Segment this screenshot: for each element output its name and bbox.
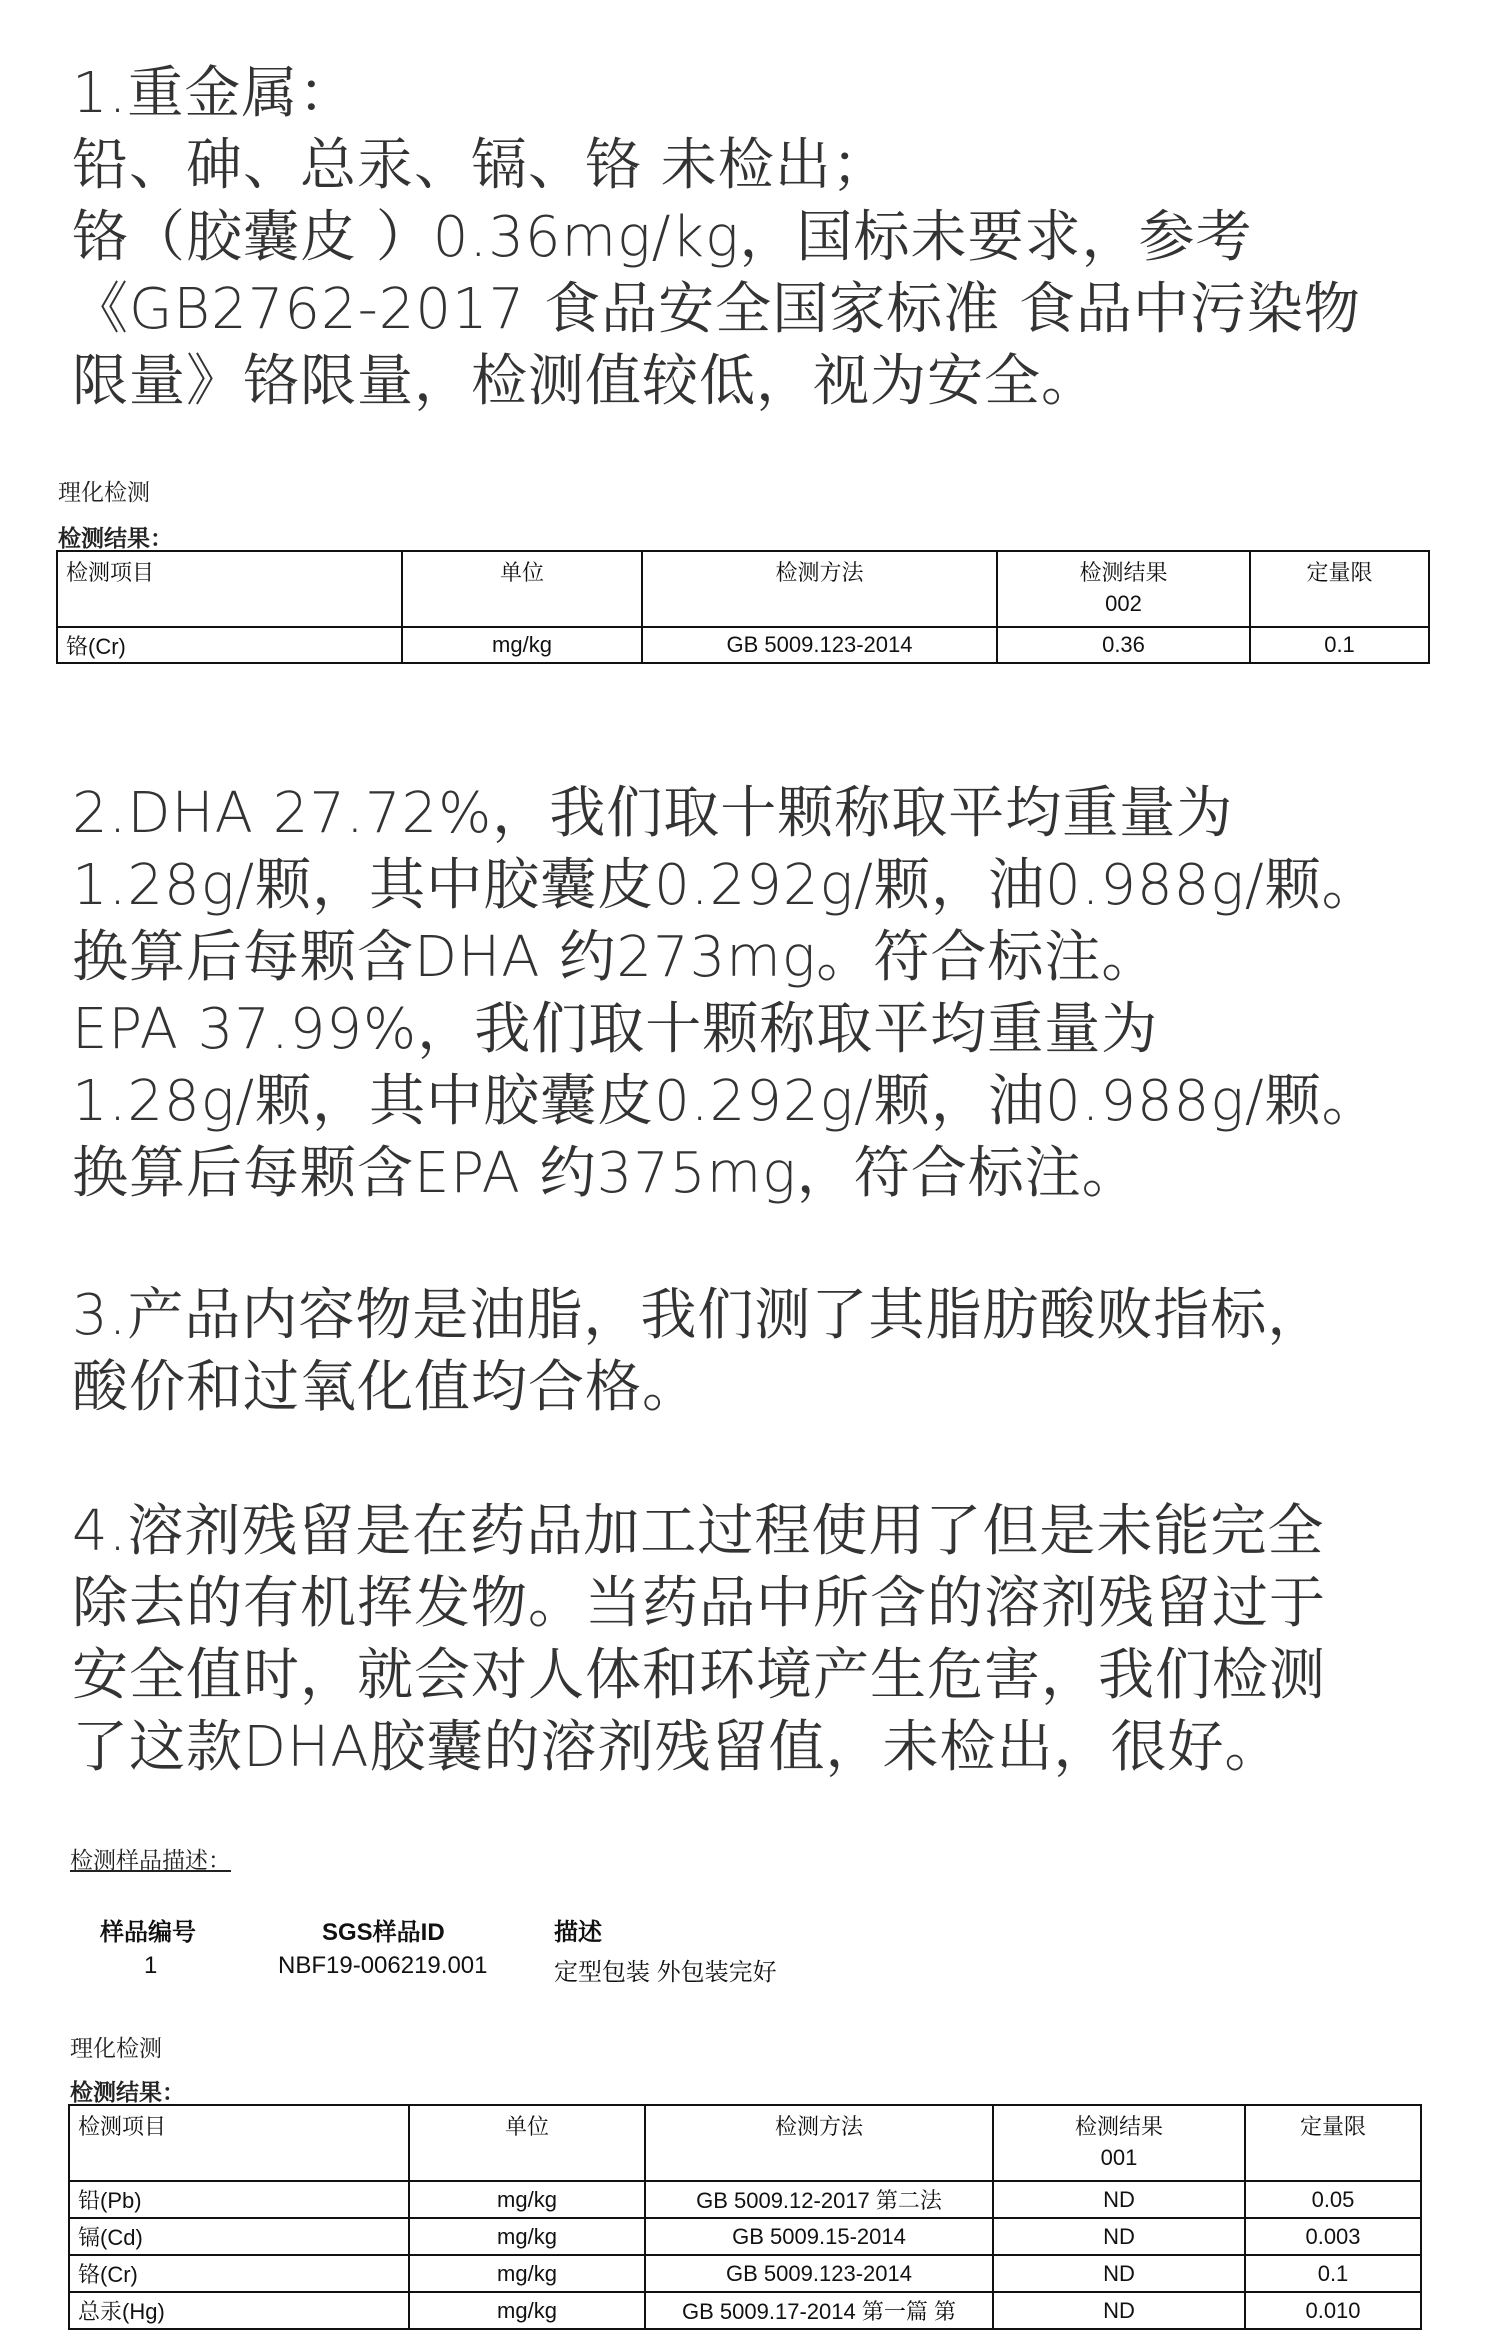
col-header-unit: 单位 — [409, 2105, 645, 2181]
text-line: 了这款DHA胶囊的溶剂残留值，未检出，很好。 — [72, 1715, 1282, 1780]
text-line: 4.溶剂残留是在药品加工过程使用了但是未能完全 — [72, 1499, 1325, 1564]
cell-limit: 0.1 — [1245, 2255, 1421, 2292]
cell-result: ND — [993, 2292, 1245, 2329]
col-header-item: 检测项目 — [69, 2105, 409, 2181]
col-header-unit: 单位 — [402, 551, 642, 627]
col-header-limit: 定量限 — [1245, 2105, 1421, 2181]
cell-limit: 0.003 — [1245, 2218, 1421, 2255]
section-dha-epa — [72, 778, 1470, 1210]
report1-caption: 理化检测 — [58, 480, 150, 506]
text-line: 1.28g/颗，其中胶囊皮0.292g/颗，油0.988g/颗。 — [72, 1069, 1379, 1134]
cell-item: 总汞(Hg) — [69, 2292, 409, 2329]
text-line: 换算后每颗含DHA 约273mg。符合标注。 — [72, 925, 1159, 990]
col-header-result-label: 检测结果 — [1074, 2115, 1163, 2140]
col-header-result — [993, 2105, 1245, 2181]
section-solvent-residue — [72, 1496, 1470, 1784]
sample-desc-caption: 检测样品描述： — [70, 1848, 231, 1874]
col-header-result-label: 检测结果 — [1079, 561, 1168, 586]
section-heavy-metals — [72, 58, 1470, 418]
cell-method: GB 5009.15-2014 — [645, 2218, 993, 2255]
table-row — [69, 2218, 1421, 2255]
cell-unit: mg/kg — [409, 2181, 645, 2218]
cell-limit: 0.05 — [1245, 2181, 1421, 2218]
text-line: 1.重金属： — [72, 61, 356, 126]
report1-table — [56, 550, 1430, 664]
col-header-item: 检测项目 — [57, 551, 402, 627]
sample-desc-header: 描述 — [554, 1919, 602, 1946]
text-line: 1.28g/颗，其中胶囊皮0.292g/颗，油0.988g/颗。 — [72, 853, 1379, 918]
table-row — [69, 2181, 1421, 2218]
cell-result: 0.36 — [997, 627, 1250, 663]
sample-no-value: 1 — [144, 1952, 158, 1979]
table-header-row — [57, 551, 1429, 627]
text-line: 限量》铬限量，检测值较低，视为安全。 — [72, 349, 1098, 414]
sample-desc-block — [100, 1912, 1000, 1992]
col-header-result-sample: 002 — [1105, 591, 1142, 616]
section-rancidity — [72, 1280, 1470, 1424]
table-row — [69, 2292, 1421, 2329]
cell-unit: mg/kg — [409, 2218, 645, 2255]
col-header-method: 检测方法 — [645, 2105, 993, 2181]
cell-result: ND — [993, 2255, 1245, 2292]
cell-limit: 0.010 — [1245, 2292, 1421, 2329]
sample-no-header: 样品编号 — [100, 1919, 196, 1946]
text-line: EPA 37.99%，我们取十颗称取平均重量为 — [72, 997, 1159, 1062]
cell-method: GB 5009.12-2017 第二法 — [645, 2181, 993, 2218]
cell-result: ND — [993, 2218, 1245, 2255]
col-header-limit: 定量限 — [1250, 551, 1429, 627]
cell-method: GB 5009.123-2014 — [645, 2255, 993, 2292]
table-row — [69, 2255, 1421, 2292]
report2-caption: 理化检测 — [70, 2036, 162, 2062]
col-header-method: 检测方法 — [642, 551, 997, 627]
report2-results-label: 检测结果： — [70, 2079, 185, 2106]
cell-unit: mg/kg — [402, 627, 642, 663]
cell-method: GB 5009.17-2014 第一篇 第 — [645, 2292, 993, 2329]
cell-unit: mg/kg — [409, 2292, 645, 2329]
text-line: 酸价和过氧化值均合格。 — [72, 1355, 699, 1420]
report2-table — [68, 2104, 1422, 2330]
text-line: 2.DHA 27.72%，我们取十颗称取平均重量为 — [72, 781, 1234, 846]
table-header-row — [69, 2105, 1421, 2181]
cell-method: GB 5009.123-2014 — [642, 627, 997, 663]
cell-result: ND — [993, 2181, 1245, 2218]
sample-desc-value: 定型包装 外包装完好 — [554, 1959, 777, 1986]
text-line: 3.产品内容物是油脂，我们测了其脂肪酸败指标， — [72, 1283, 1325, 1348]
text-line: 换算后每颗含EPA 约375mg，符合标注。 — [72, 1141, 1139, 1206]
text-line: 除去的有机挥发物。当药品中所含的溶剂残留过于 — [72, 1571, 1326, 1636]
text-line: 铬（胶囊皮 ）0.36mg/kg，国标未要求，参考 — [72, 205, 1253, 270]
text-line: 安全值时，就会对人体和环境产生危害，我们检测 — [72, 1643, 1326, 1708]
text-line: 《GB2762-2017 食品安全国家标准 食品中污染物 — [72, 277, 1361, 342]
col-header-result-sample: 001 — [1100, 2145, 1138, 2170]
col-header-result — [997, 551, 1250, 627]
sample-id-value: NBF19-006219.001 — [278, 1952, 488, 1979]
cell-item: 镉(Cd) — [69, 2218, 409, 2255]
cell-limit: 0.1 — [1250, 627, 1429, 663]
text-line: 铅、砷、总汞、镉、铬 未检出； — [72, 133, 889, 198]
table-row — [57, 627, 1429, 663]
cell-item: 铬(Cr) — [69, 2255, 409, 2292]
report1-results-label: 检测结果： — [58, 525, 173, 552]
cell-item: 铅(Pb) — [69, 2181, 409, 2218]
sample-id-header: SGS样品ID — [322, 1919, 445, 1946]
cell-unit: mg/kg — [409, 2255, 645, 2292]
cell-item: 铬(Cr) — [57, 627, 402, 663]
